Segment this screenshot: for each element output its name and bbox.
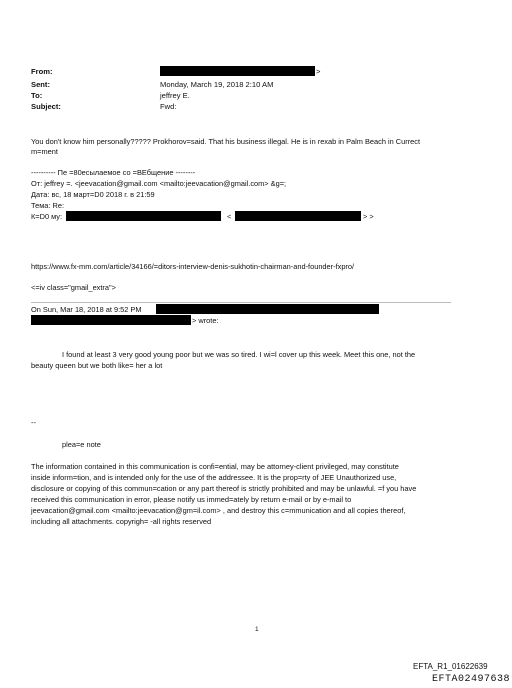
wrote-line: > wrote: — [192, 316, 219, 325]
bates-id-secondary: EFTA02497638 — [432, 674, 511, 685]
forward-from: От: jeffrey =. <jeevacation@gmail.com <mailto:jeevacation@gmail.com> &g=; — [31, 179, 287, 188]
body-line-2: m=ment — [31, 147, 58, 156]
redaction-bar — [156, 304, 379, 314]
subject-value: Fwd: — [160, 102, 177, 111]
forward-subject: Тема: Re: — [31, 201, 65, 210]
note-heading: plea=e note — [62, 440, 101, 449]
disclaimer-line-6: including all attachments. copyrigh= -all rights reserved — [31, 517, 212, 526]
disclaimer-line-1: The information contained in this communication is confi=ential, may be attorney-client privileged, may constitute — [31, 462, 399, 471]
redaction-bar — [66, 211, 221, 221]
page-number: 1 — [255, 626, 259, 633]
to-value: jeffrey E. — [160, 91, 190, 100]
bates-id-primary: EFTA_R1_01622639 — [413, 662, 488, 671]
forward-to-label: К=D0 му: — [31, 212, 63, 221]
forward-date: Дата: вс, 18 март=D0 2018 г. в 21:59 — [31, 190, 155, 199]
forward-separator: ---------- Пе =80есылаемое со =ВЕбщение -------- — [31, 168, 196, 177]
article-url: https://www.fx-mm.com/article/34166/=ditors-interview-denis-sukhotin-chairman-and-founder-fxpro/ — [31, 262, 355, 271]
body-line-1: You don't know him personally????? Prokhorov=said. That his business illegal. He is in rexab in Palm Beach in Currect — [31, 137, 421, 146]
message-line-2: beauty queen but we both like= her a lot — [31, 361, 163, 370]
to-label: To: — [31, 91, 43, 100]
disclaimer-line-5: jeevacation@gmail.com <mailto:jeevacation@gm=il.com> , and destroy this c=mmunication and all copies thereof, — [31, 506, 406, 515]
redaction-bar — [160, 66, 315, 76]
message-line-1: I found at least 3 very good young poor but we was so tired. I wi=l cover up this week. Meet this one, not the — [62, 350, 416, 359]
on-date-line: On Sun, Mar 18, 2018 at 9:52 PM — [31, 305, 142, 314]
sent-label: Sent: — [31, 80, 50, 89]
from-label: From: — [31, 67, 53, 76]
disclaimer-line-3: disclosure or copying of this commun=cation or any part thereof is strictly prohibited and may be unlawful. =f you have — [31, 484, 417, 493]
divider-line — [31, 302, 451, 303]
forward-to-end: > > — [363, 212, 374, 221]
forward-to-mid: < — [227, 212, 232, 221]
redaction-bar — [31, 315, 191, 325]
disclaimer-line-2: inside inform=tion, and is intended only for the use of the addressee. It is the prop=rty of JEE Unauthorized use, — [31, 473, 397, 482]
sent-value: Monday, March 19, 2018 2:10 AM — [160, 80, 274, 89]
gmail-extra-line: <=iv class="gmail_extra"> — [31, 283, 116, 292]
redaction-bar — [235, 211, 361, 221]
signature-dashes: -- — [31, 418, 36, 427]
from-tail: > — [316, 67, 321, 76]
subject-label: Subject: — [31, 102, 61, 111]
disclaimer-line-4: received this communication in error, please notify us immed=ately by return e-mail or by e-mail to — [31, 495, 352, 504]
